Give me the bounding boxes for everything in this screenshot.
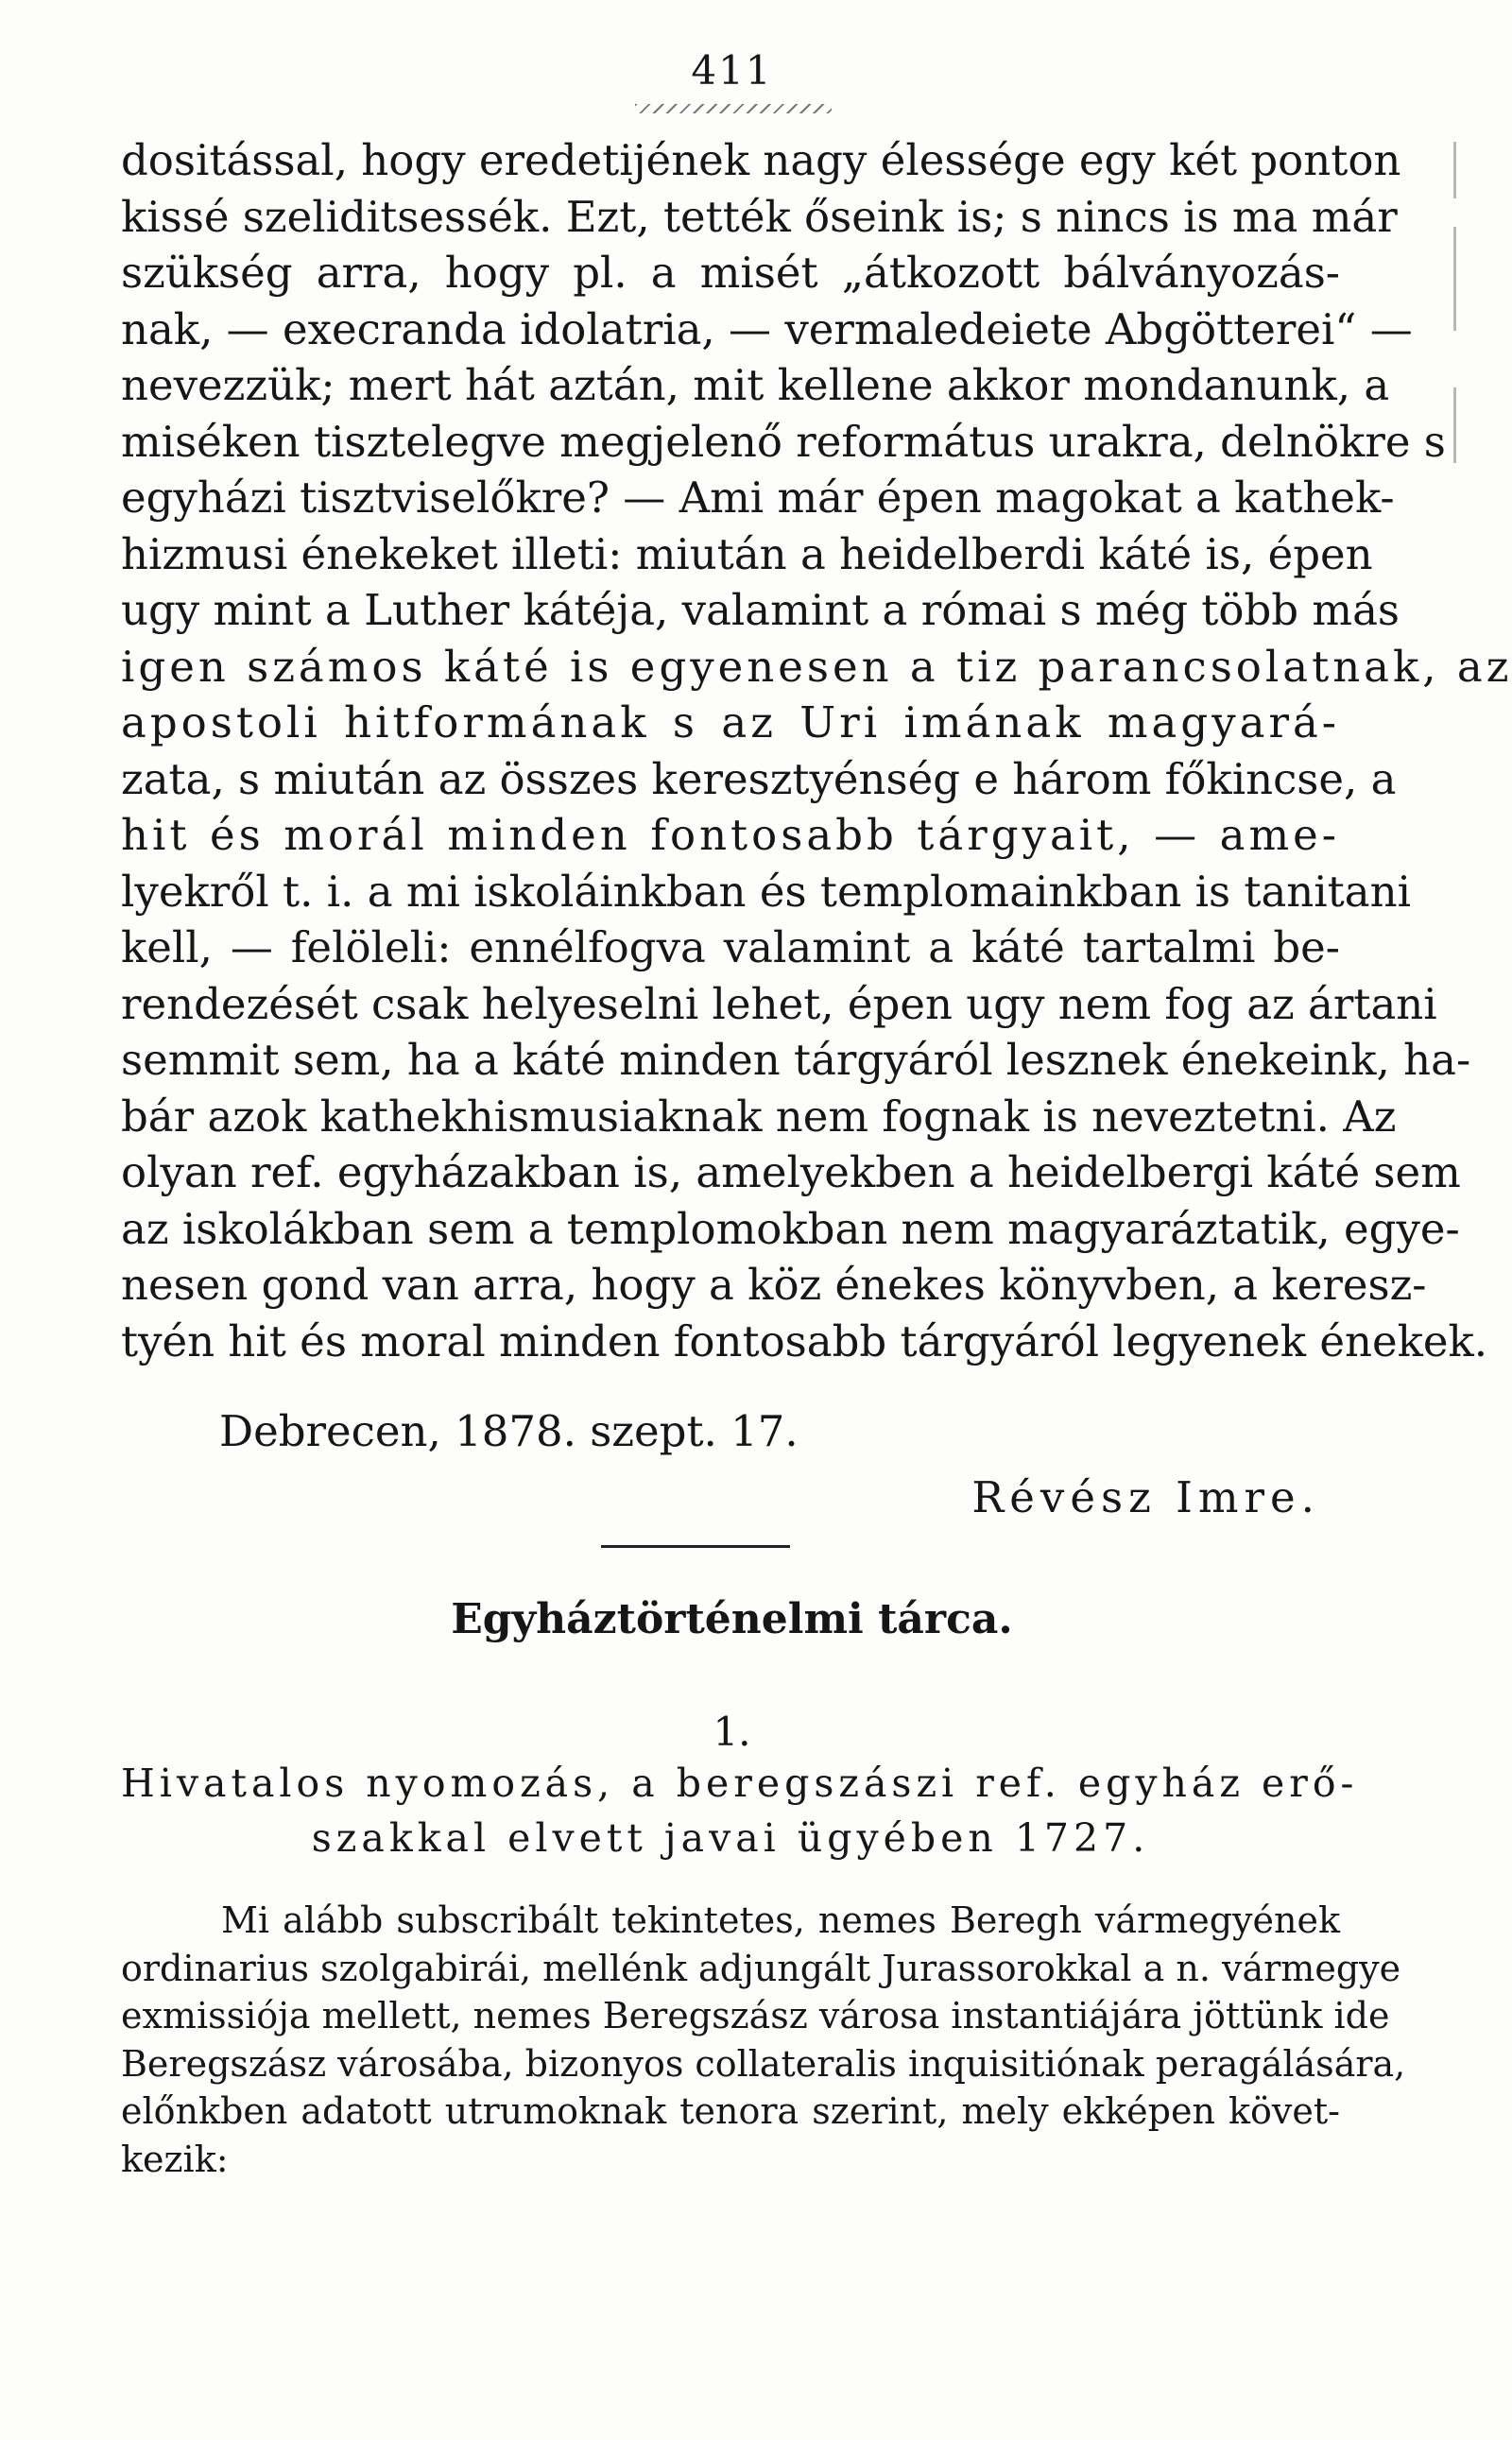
body-line: lyekről t. i. a mi iskoláinkban és templomainkban is tanitani	[121, 866, 1411, 917]
body-line: miséken tisztelegve megjelenő református urakra, delnökre s	[121, 416, 1446, 467]
article-title-line: szakkal elvett javai ügyében 1727.	[311, 1815, 1150, 1861]
body-text	[121, 132, 1512, 1369]
header-ornament	[635, 104, 832, 113]
signature: Révész Imre.	[971, 1472, 1320, 1522]
body-line: ugy mint a Luther kátéja, valamint a római s még több más	[121, 585, 1400, 635]
section-divider	[601, 1545, 790, 1548]
dateline: Debrecen, 1878. szept. 17.	[219, 1406, 799, 1456]
margin-mark	[1453, 142, 1456, 198]
article-body-line: Mi alább subscribált tekintetes, nemes Beregh vármegyének	[221, 1899, 1340, 1941]
body-line: hizmusi énekeket illeti: miután a heidelberdi káté is, épen	[121, 528, 1373, 579]
body-line: rendezését csak helyeselni lehet, épen ugy nem fog az ártani	[121, 978, 1437, 1029]
body-line: igen számos káté is egyenesen a tiz parancsolatnak, az	[121, 641, 1512, 692]
body-line: olyan ref. egyházakban is, amelyekben a heidelbergi káté sem	[121, 1147, 1461, 1197]
article-body	[121, 1897, 1406, 2183]
body-line: dositással, hogy eredetijének nagy élessége egy két ponton	[121, 135, 1401, 185]
body-line: szükség arra, hogy pl. a misét „átkozott bálványozás-	[121, 248, 1340, 298]
article-title-line: Hivatalos nyomozás, a beregszászi ref. egyház erő-	[121, 1761, 1359, 1806]
section-title: Egyháztörténelmi tárca.	[451, 1595, 1013, 1643]
body-line: bár azok kathekhismusiaknak nem fognak is neveztetni. Az	[121, 1091, 1397, 1142]
body-line: egyházi tisztviselőkre? — Ami már épen magokat a kathek-	[121, 473, 1395, 523]
body-line: zata, s miután az összes keresztyénség e három főkincse, a	[121, 753, 1397, 804]
body-line: nevezzük; mert hát aztán, mit kellene akkor mondanunk, a	[121, 360, 1390, 410]
body-line: kissé szeliditsessék. Ezt, tették őseink is; s nincs is ma már	[121, 191, 1398, 242]
margin-mark	[1453, 387, 1456, 463]
article-body-line: kezik:	[121, 2138, 229, 2180]
body-line: nesen gond van arra, hogy a köz énekes könyvben, a keresz-	[121, 1260, 1427, 1310]
body-line: nak, — execranda idolatria, — vermaledeiete Abgötterei“ —	[121, 303, 1413, 354]
body-line: az iskolákban sem a templomokban nem magyaráztatik, egye-	[121, 1203, 1460, 1254]
body-line: hit és morál minden fontosabb tárgyait, — ame-	[121, 810, 1340, 860]
article-body-line: ordinarius szolgabirái, mellénk adjungált Jurassorokkal a n. vármegye	[121, 1947, 1401, 1989]
body-line: kell, — felöleli: ennélfogva valamint a káté tartalmi be-	[121, 922, 1340, 972]
body-line: apostoli hitformának s az Uri imának magyará-	[121, 697, 1340, 747]
body-line: tyén hit és moral minden fontosabb tárgyáról legyenek énekek.	[121, 1315, 1488, 1366]
article-body-line: exmissiója mellett, nemes Beregszász városa instantiájára jöttünk ide	[121, 1995, 1390, 2036]
article-body-line: Beregszász városába, bizonyos collateralis inquisitiónak peragálására,	[121, 2042, 1406, 2085]
page-number: 411	[691, 47, 773, 94]
body-line: semmit sem, ha a káté minden tárgyáról lesznek énekeink, ha-	[121, 1035, 1471, 1085]
article-body-line: előnkben adatott utrumoknak tenora szerint, mely ekképen követ-	[121, 2090, 1340, 2132]
article-title	[121, 1756, 1359, 1865]
margin-mark	[1453, 227, 1456, 331]
article-number: 1.	[713, 1709, 751, 1755]
